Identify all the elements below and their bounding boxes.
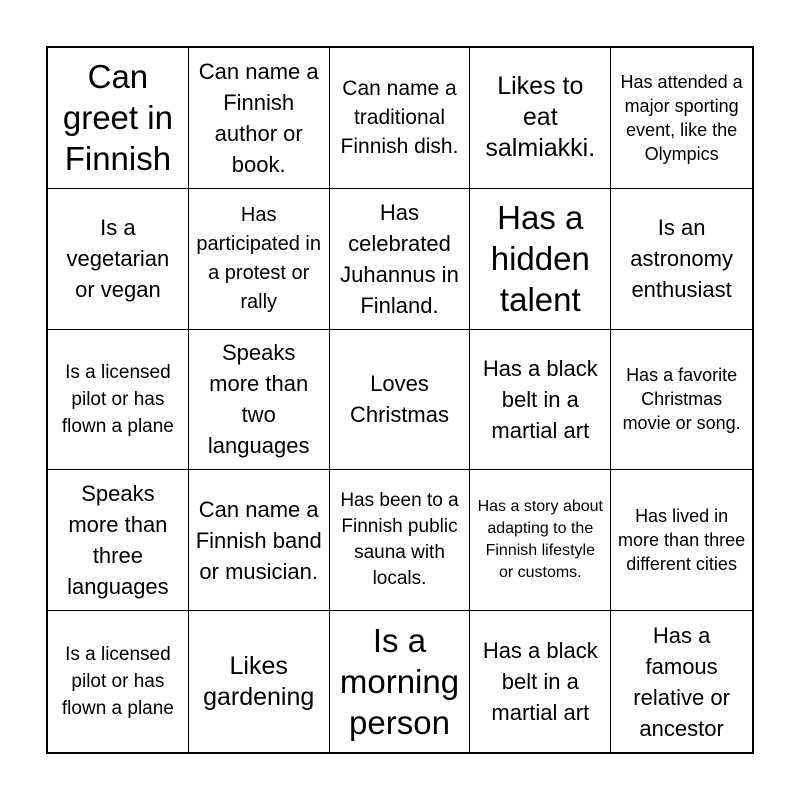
bingo-cell-text: Can name a Finnish author or book.	[198, 58, 319, 177]
bingo-cell-text: Likes gardening	[203, 651, 315, 711]
bingo-cell-text: Has a black belt in a martial art	[482, 638, 598, 726]
bingo-cell-r2c1[interactable]	[48, 189, 189, 330]
bingo-cell-text: Has a famous relative or ancestor	[633, 622, 730, 741]
bingo-cell-r3c5[interactable]	[611, 330, 752, 471]
bingo-cell-text: Speaks more than two languages	[207, 340, 310, 459]
bingo-cell-r4c5[interactable]	[611, 470, 752, 611]
bingo-cell-text: Is a licensed pilot or has flown a plane	[61, 644, 174, 720]
bingo-cell-r4c4[interactable]	[470, 470, 611, 611]
bingo-cell-text: Has attended a major sporting event, like the Olympics	[620, 71, 743, 164]
bingo-cell-text: Has a story about adapting to the Finnish lifestyle or customs.	[477, 498, 603, 582]
bingo-cell-r5c2[interactable]	[189, 611, 330, 752]
bingo-cell-r3c3[interactable]	[330, 330, 471, 471]
bingo-cell-text: Is an astronomy enthusiast	[630, 215, 733, 303]
bingo-cell-text: Has lived in more than three different cities	[618, 506, 746, 575]
bingo-cell-r1c2[interactable]	[189, 48, 330, 189]
bingo-cell-r3c4[interactable]	[470, 330, 611, 471]
bingo-cell-text: Can name a traditional Finnish dish.	[340, 77, 459, 159]
bingo-cell-text: Speaks more than three languages	[67, 481, 169, 600]
bingo-cell-r2c5[interactable]	[611, 189, 752, 330]
bingo-cell-r4c1[interactable]	[48, 470, 189, 611]
bingo-cell-r3c2[interactable]	[189, 330, 330, 471]
bingo-cell-text: Has participated in a protest or rally	[196, 203, 321, 313]
bingo-cell-r3c1[interactable]	[48, 330, 189, 471]
bingo-cell-text: Can name a Finnish band or musician.	[195, 496, 322, 584]
bingo-cell-text: Has a favorite Christmas movie or song.	[622, 365, 741, 434]
bingo-cell-text: Likes to eat salmiakki.	[485, 72, 596, 163]
bingo-cell-text: Is a licensed pilot or has flown a plane	[61, 361, 174, 437]
bingo-cell-text: Is a vegetarian or vegan	[66, 215, 170, 303]
bingo-cell-r2c4[interactable]	[470, 189, 611, 330]
bingo-board	[46, 46, 754, 754]
bingo-cell-r1c3[interactable]	[330, 48, 471, 189]
bingo-cell-r5c4[interactable]	[470, 611, 611, 752]
bingo-cell-r2c3[interactable]	[330, 189, 471, 330]
bingo-cell-r1c1[interactable]	[48, 48, 189, 189]
bingo-cell-text: Has a hidden talent	[490, 199, 590, 319]
bingo-cell-r5c3[interactable]	[330, 611, 471, 752]
bingo-cell-r1c5[interactable]	[611, 48, 752, 189]
bingo-cell-text: Loves Christmas	[349, 371, 449, 428]
bingo-cell-r5c1[interactable]	[48, 611, 189, 752]
bingo-cell-text: Has been to a Finnish public sauna with locals.	[340, 490, 459, 590]
bingo-cell-r2c2[interactable]	[189, 189, 330, 330]
bingo-cell-r4c3[interactable]	[330, 470, 471, 611]
bingo-cell-r5c5[interactable]	[611, 611, 752, 752]
bingo-cell-r1c4[interactable]	[470, 48, 611, 189]
bingo-cell-text: Can greet in Finnish	[62, 58, 173, 178]
bingo-cell-text: Has celebrated Juhannus in Finland.	[340, 199, 459, 318]
bingo-cell-text: Is a morning person	[339, 622, 460, 742]
bingo-cell-text: Has a black belt in a martial art	[482, 355, 598, 443]
bingo-cell-r4c2[interactable]	[189, 470, 330, 611]
